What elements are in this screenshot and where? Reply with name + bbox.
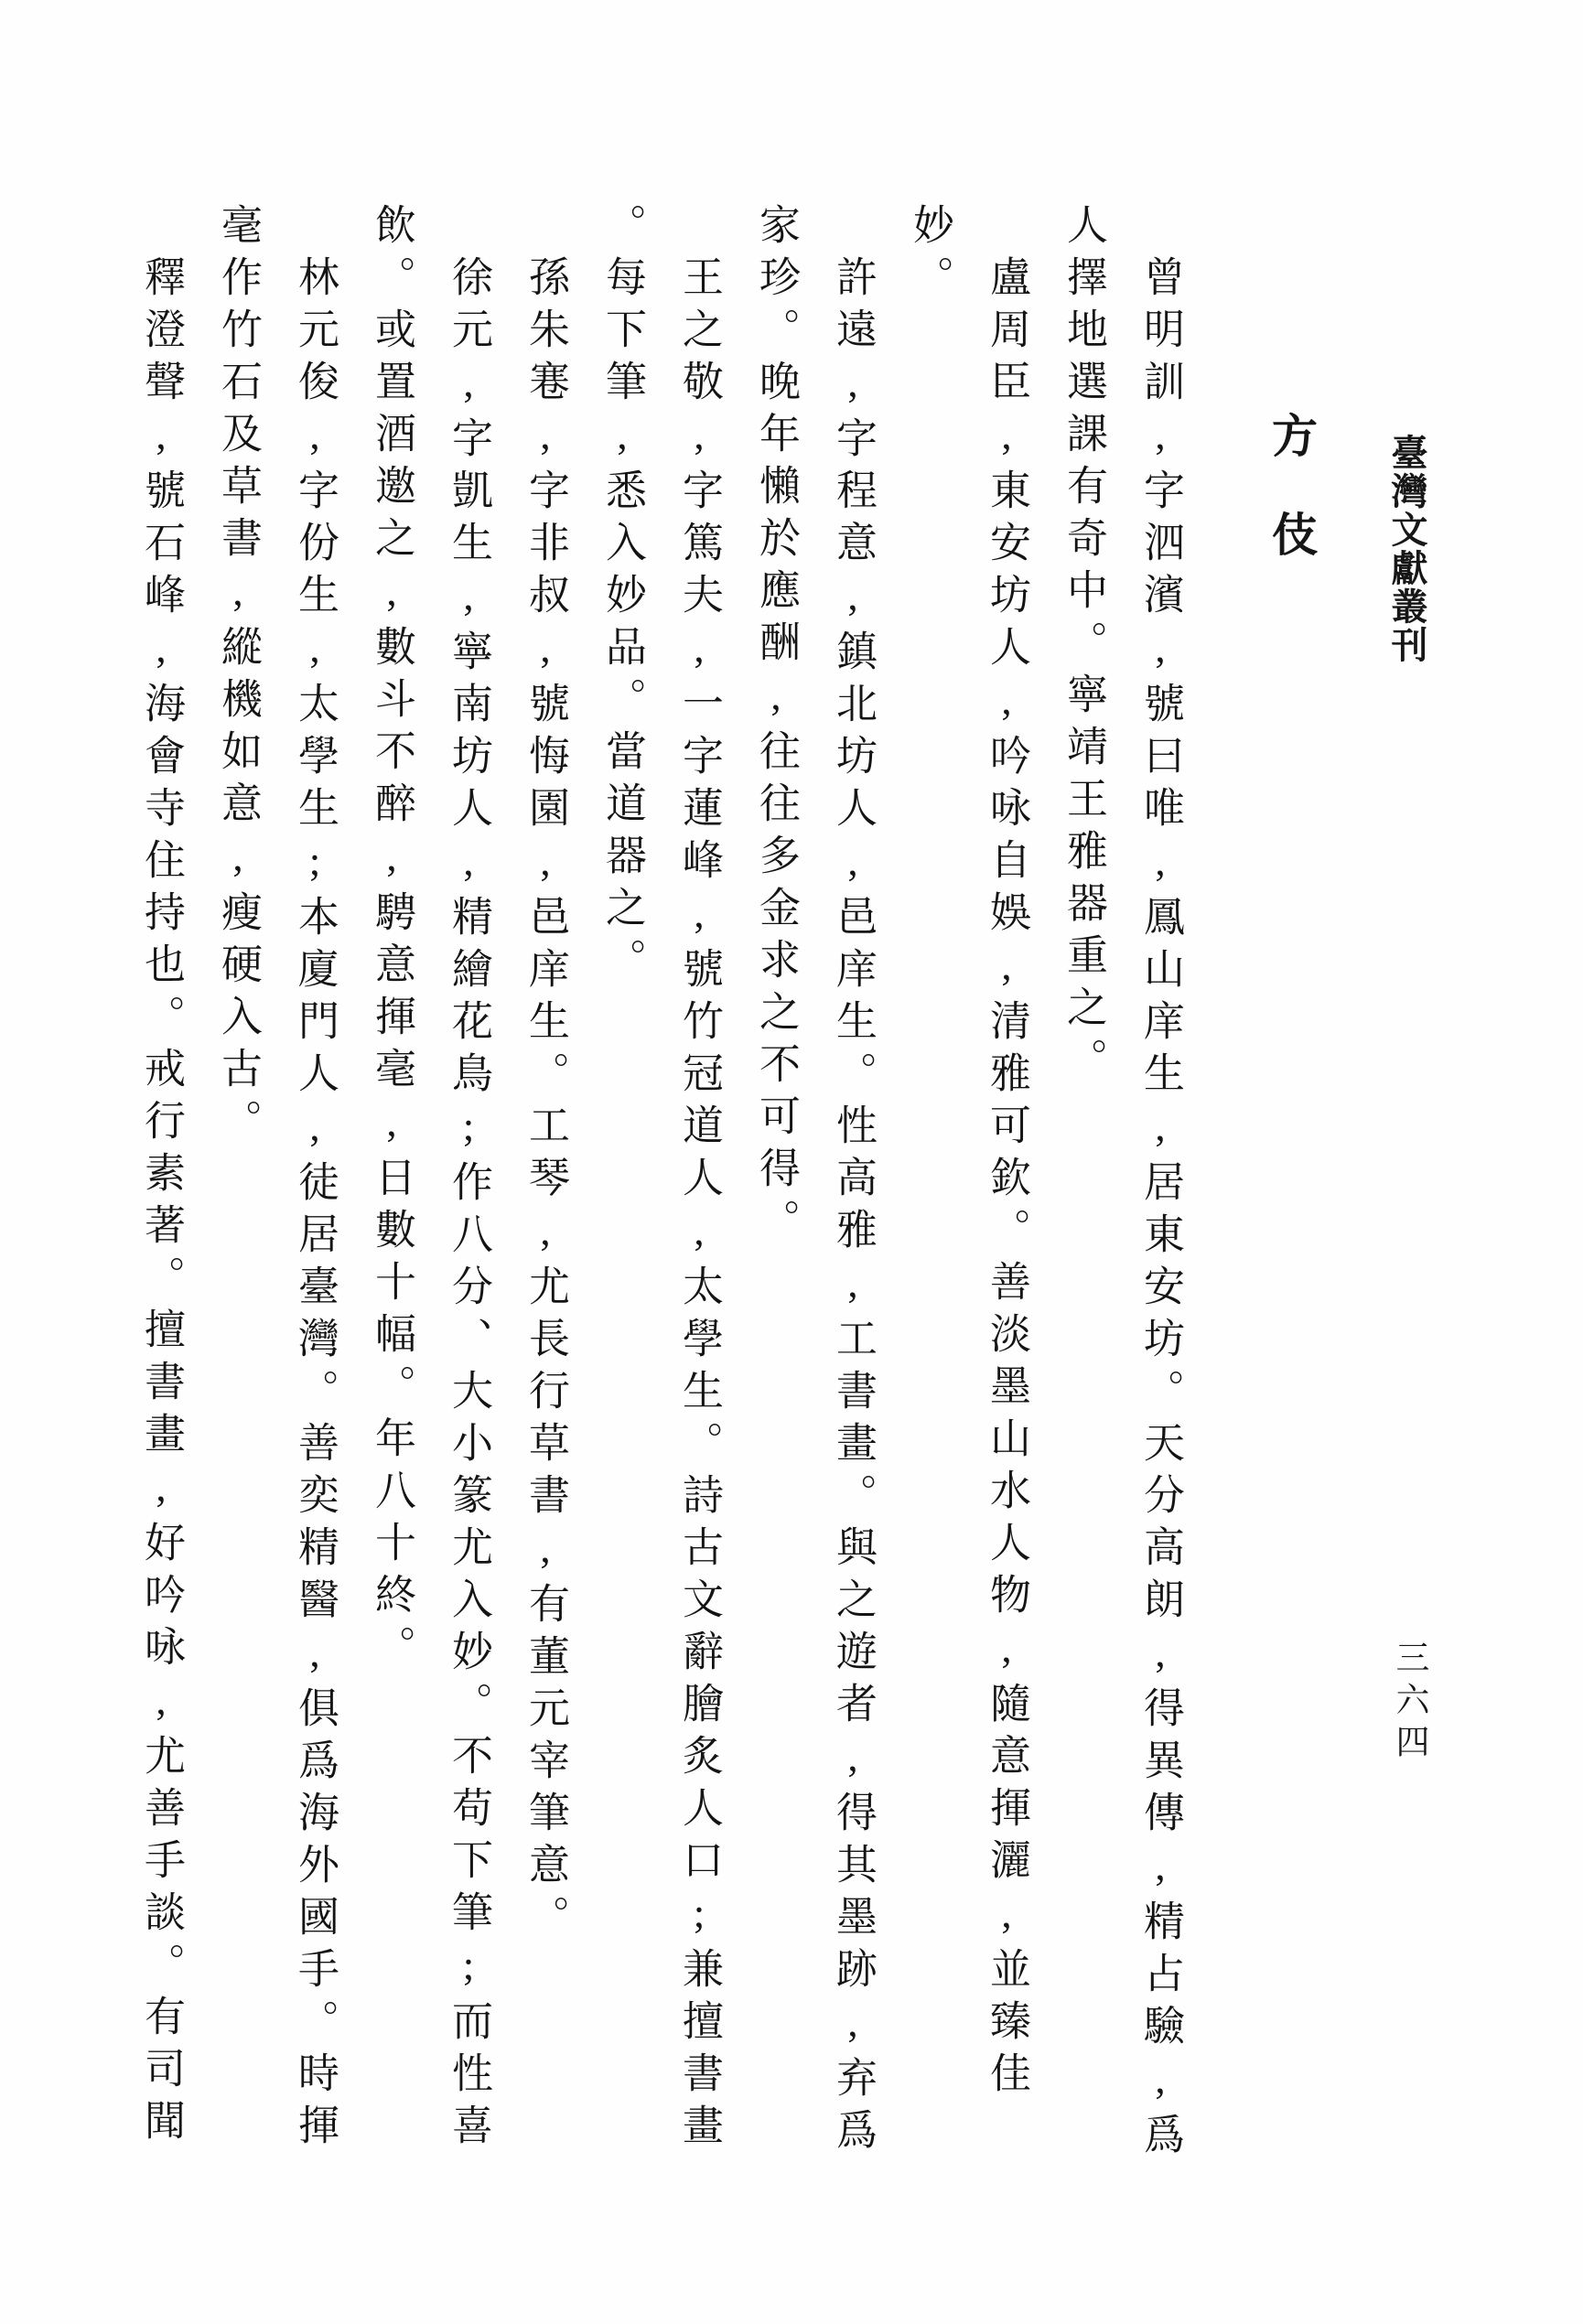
text-column: 。每下筆,悉入妙品。當道器之。 <box>599 203 645 990</box>
main-text-block <box>123 203 1199 2243</box>
biography-entry-xu-yuan2 <box>353 203 507 2243</box>
text-column: 人擇地選課有奇中。寧靖王雅器重之。 <box>1061 203 1106 1090</box>
text-column: 徐元,字凱生,寧南坊人,精繪花鳥;作八分、大小篆尤入妙。不苟下筆;而性喜 <box>446 255 491 2156</box>
biography-entry-zeng-mingxun <box>1045 203 1199 2243</box>
biography-entry-shi-chengsheng <box>123 203 199 2243</box>
text-column: 釋澄聲,號石峰,海會寺住持也。戒行素著。擅書畫,好吟咏,尤善手談。有司聞 <box>138 255 184 2151</box>
text-column: 王之敬,字篤夫,一字蓮峰,號竹冠道人,太學生。詩古文辭膾炙人口;兼擅書畫 <box>676 255 722 2156</box>
book-series-title: 臺灣文獻叢刊 <box>1386 434 1427 664</box>
biography-entry-xu-yuan <box>738 203 891 2243</box>
biography-entry-lu-zhouchen <box>891 203 1045 2243</box>
text-column: 林元俊,字份生,太學生;本廈門人,徒居臺灣。善奕精醫,俱爲海外國手。時揮 <box>292 255 338 2156</box>
text-column: 家珍。晚年懶於應酬,往往多金求之不可得。 <box>753 203 799 1251</box>
text-column: 孫朱寋,字非叔,號悔園,邑庠生。工琴,尤長行草書,有董元宰筆意。 <box>522 255 568 1947</box>
biography-entry-wang-zhijing <box>584 203 738 2243</box>
text-column: 妙。 <box>907 203 953 307</box>
page-number: 三六四 <box>1390 1640 1427 1766</box>
text-column: 曾明訓,字泗濱,號曰唯,鳳山庠生,居東安坊。天分高朗,得異傳,精占驗,爲 <box>1137 255 1183 2165</box>
biography-entry-sun-zhujian <box>507 203 584 2243</box>
biography-entry-lin-yuanjun <box>199 203 353 2243</box>
section-heading: 方伎 <box>1265 412 1317 609</box>
text-column: 盧周臣,東安坊人,吟咏自娛,清雅可欽。善淡墨山水人物,隨意揮灑,並臻佳 <box>984 255 1029 2103</box>
text-column: 許遠,字程意,鎮北坊人,邑庠生。性高雅,工書畫。與之遊者,得其墨跡,弃爲 <box>830 255 876 2160</box>
text-column: 毫作竹石及草書,縱機如意,瘦硬入古。 <box>215 203 261 1151</box>
text-column: 飲。或置酒邀之,數斗不醉,騁意揮毫,日數十幅。年八十終。 <box>369 203 415 1677</box>
